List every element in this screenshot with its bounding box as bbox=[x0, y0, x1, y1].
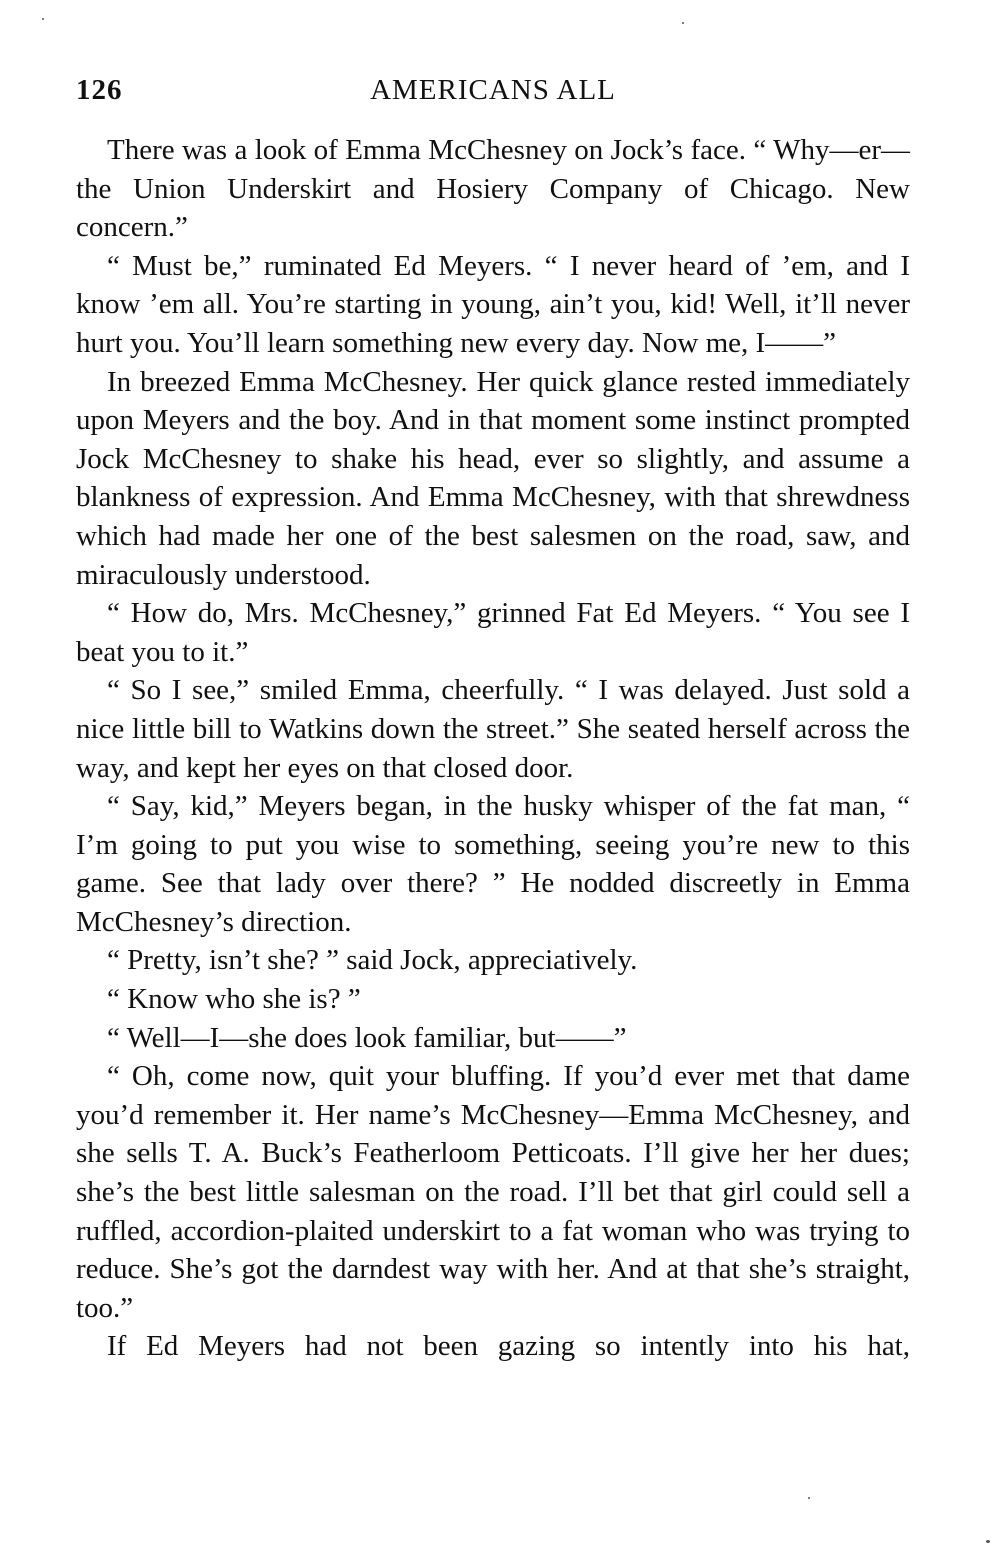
scan-speck bbox=[682, 22, 684, 24]
paragraph: “ So I see,” smiled Emma, cheerfully. “ I was delayed. Just sold a nice little bill to Watkins down the street.” She seated herself across the way, and kept her eyes on that closed door. bbox=[76, 674, 910, 784]
paragraph: There was a look of Emma McChesney on Jock’s face. “ Why—er—the Union Underskirt and Hosiery Company of Chicago. New concern.” bbox=[76, 134, 910, 244]
paragraph: “ Say, kid,” Meyers began, in the husky whisper of the fat man, “ I’m going to put you wise to something, seeing you’re new to this game. See that lady over there? ” He nodded discreetly in Emma McChesney’s direction. bbox=[76, 790, 910, 938]
paragraph-continued: If Ed Meyers had not been gazing so intently into his hat, bbox=[107, 1330, 910, 1363]
scan-speck bbox=[808, 1497, 810, 1499]
scan-speck bbox=[986, 1540, 990, 1543]
paragraph: “ Must be,” ruminated Ed Meyers. “ I never heard of ’em, and I know ’em all. You’re starting in young, ain’t you, kid! Well, it’ll never hurt you. You’ll learn something new every day. Now me, I——” bbox=[76, 249, 910, 359]
paragraph: “ Oh, come now, quit your bluffing. If you’d ever met that dame you’d remember it. Her name’s McChesney—Emma McChesney, and she sells T. A. Buck’s Featherloom Petticoats. I’ll give her her dues; she’s the best little salesman on the road. I’ll bet that girl could sell a ruffled, accordion-plaited underskirt to a fat woman who was trying to reduce. She’s got the darndest way with her. And at that she’s straight, too.” bbox=[76, 1060, 910, 1324]
paragraph: In breezed Emma McChesney. Her quick glance rested immediately upon Meyers and the boy. And in that moment some instinct prompted Jock McChesney to shake his head, ever so slightly, and assume a blankness of expression. And Emma McChesney, with that shrewdness which had made her one of the best salesmen on the road, saw, and miraculously understood. bbox=[76, 365, 910, 591]
running-head: AMERICANS ALL bbox=[370, 74, 616, 106]
body-text bbox=[76, 131, 910, 1366]
page-number: 126 bbox=[76, 74, 123, 106]
paragraph: “ Pretty, isn’t she? ” said Jock, appreciatively. bbox=[107, 944, 638, 977]
scan-speck bbox=[42, 18, 44, 20]
paragraph: “ How do, Mrs. McChesney,” grinned Fat Ed Meyers. “ You see I beat you to it.” bbox=[76, 597, 910, 668]
page-header bbox=[76, 74, 910, 114]
paragraph: “ Know who she is? ” bbox=[107, 983, 361, 1016]
paragraph: “ Well—I—she does look familiar, but——” bbox=[107, 1021, 627, 1054]
